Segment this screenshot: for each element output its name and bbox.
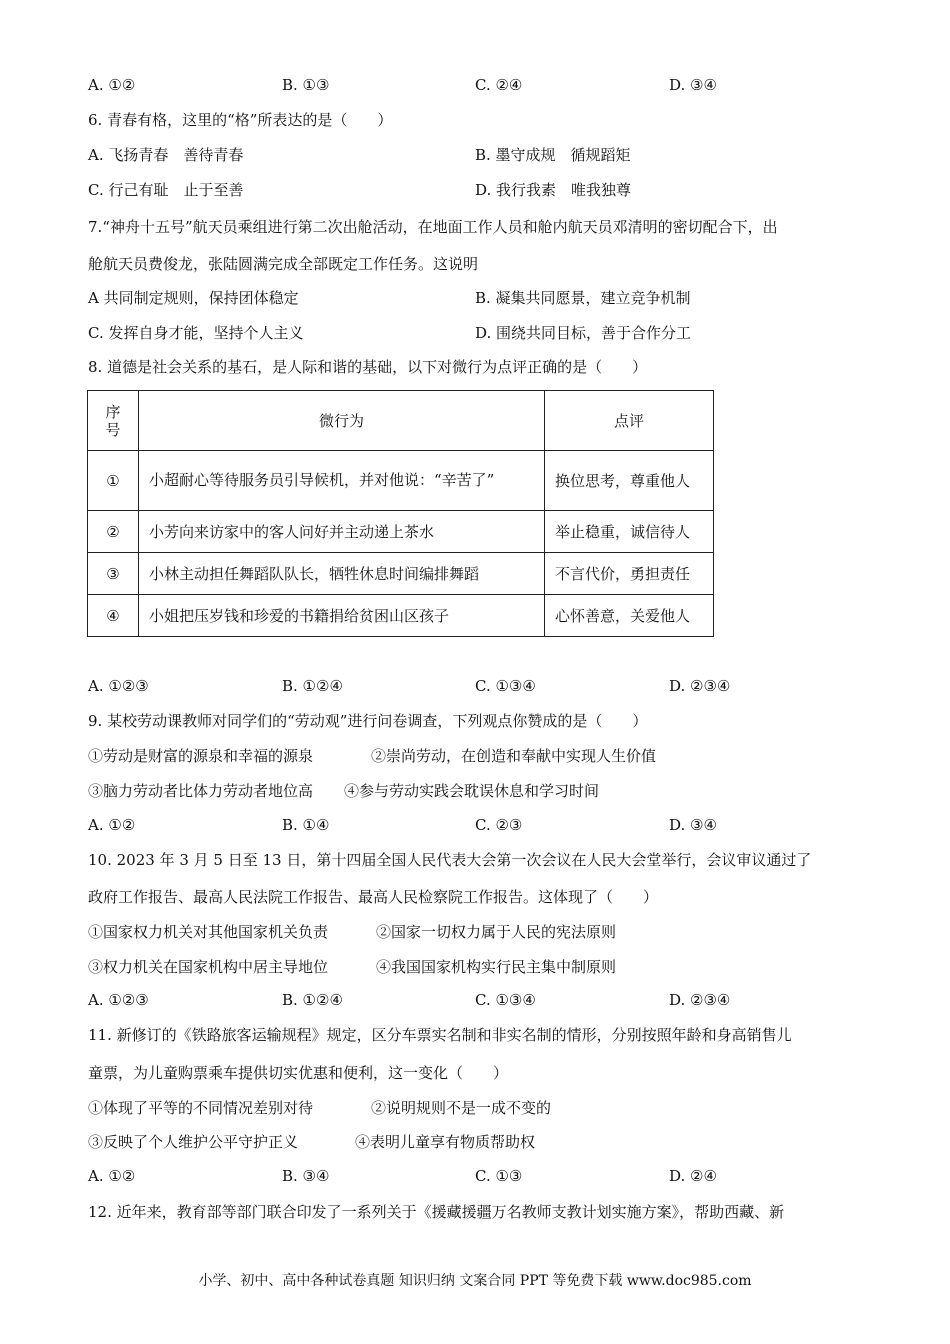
header-comment: 点评: [545, 391, 714, 451]
q6-option-a: A. 飞扬青春 善待青春: [88, 146, 244, 164]
q10-statement-3: ③权力机关在国家机构中居主导地位: [88, 958, 329, 976]
q8-option-d: D. ②③④: [669, 677, 731, 695]
q6-stem: 6. 青春有格，这里的“格”所表达的是（ ）: [88, 111, 393, 129]
q9-option-d: D. ③④: [669, 816, 717, 834]
q7-option-a: A 共同制定规则，保持团体稳定: [88, 289, 299, 307]
q10-statement-4: ④我国国家机构实行民主集中制原则: [376, 958, 617, 976]
q7-options-row2: [88, 323, 878, 343]
q11-option-d: D. ②④: [669, 1167, 717, 1185]
q11-statement-2: ②说明规则不是一成不变的: [371, 1099, 552, 1117]
q8-stem: 8. 道德是社会关系的基石，是人际和谐的基础，以下对微行为点评正确的是（ ）: [88, 358, 648, 376]
q11-statement-3: ③反映了个人维护公平守护正义: [88, 1133, 299, 1151]
q7-option-b: B. 凝集共同愿景，建立竞争机制: [475, 289, 691, 307]
q5-option-b: B. ①③: [282, 76, 330, 94]
q8-option-b: B. ①②④: [282, 677, 343, 695]
row-no: ④: [88, 595, 139, 637]
q11-statements-row2: [88, 1132, 878, 1152]
q6-option-c: C. 行己有耻 止于至善: [88, 181, 244, 199]
q11-statement-1: ①体现了平等的不同情况差别对待: [88, 1099, 314, 1117]
q5-option-d: D. ③④: [669, 76, 717, 94]
q5-options: [88, 75, 878, 95]
row-comment: 换位思考，尊重他人: [545, 451, 714, 511]
q10-statements-row1: [88, 922, 878, 942]
q5-option-c: C. ②④: [475, 76, 523, 94]
q7-option-d: D. 围绕共同目标，善于合作分工: [475, 324, 692, 342]
row-act: 小林主动担任舞蹈队队长，牺牲休息时间编排舞蹈: [139, 553, 545, 595]
q11-option-b: B. ③④: [282, 1167, 330, 1185]
q9-options: [88, 815, 878, 835]
q11-statements-row1: [88, 1098, 878, 1118]
q6-option-b: B. 墨守成规 循规蹈矩: [475, 146, 631, 164]
row-comment: 举止稳重，诚信待人: [545, 511, 714, 553]
row-comment: 不言代价，勇担责任: [545, 553, 714, 595]
q7-option-c: C. 发挥自身才能，坚持个人主义: [88, 324, 304, 342]
q11-statement-4: ④表明儿童享有物质帮助权: [355, 1133, 536, 1151]
table-row: [88, 511, 714, 553]
q6-option-d: D. 我行我素 唯我独尊: [475, 181, 632, 199]
q9-statements-row1: [88, 746, 878, 766]
row-act-text: 小超耐心等待服务员引导候机，并对他说：“辛苦了”: [149, 471, 495, 489]
table-row: [88, 451, 714, 511]
q10-statement-2: ②国家一切权力属于人民的宪法原则: [376, 923, 617, 941]
q10-option-d: D. ②③④: [669, 991, 731, 1009]
row-no: ①: [88, 451, 139, 511]
q9-option-b: B. ①④: [282, 816, 330, 834]
q11-options: [88, 1166, 878, 1186]
q9-statements-row2: [88, 781, 878, 801]
q6-options-row2: [88, 180, 878, 200]
q10-stem-line2: 政府工作报告、最高人民法院工作报告、最高人民检察院工作报告。这体现了（ ）: [88, 888, 659, 906]
row-act: 小姐把压岁钱和珍爱的书籍捐给贫困山区孩子: [139, 595, 545, 637]
q7-options-row1: [88, 288, 878, 308]
q11-option-a: A. ①②: [88, 1167, 136, 1185]
table-row: [88, 595, 714, 637]
q10-options: [88, 990, 878, 1010]
q9-option-a: A. ①②: [88, 816, 136, 834]
q8-options: [88, 676, 878, 696]
row-act: [139, 451, 545, 511]
header-no: [88, 391, 139, 451]
header-no-label: 序号: [105, 402, 121, 439]
q11-stem-line2: 童票，为儿童购票乘车提供切实优惠和便利，这一变化（ ）: [88, 1064, 509, 1082]
q9-statement-1: ①劳动是财富的源泉和幸福的源泉: [88, 747, 314, 765]
q11-stem-line1: 11. 新修订的《铁路旅客运输规程》规定，区分车票实名制和非实名制的情形，分别按照年龄和身高销售儿: [88, 1026, 792, 1044]
q10-option-a: A. ①②③: [88, 991, 149, 1009]
q9-stem: 9. 某校劳动课教师对同学们的“劳动观”进行问卷调查，下列观点你赞成的是（ ）: [88, 712, 648, 730]
q7-stem-line1: 7.“神舟十五号”航天员乘组进行第二次出舱活动，在地面工作人员和舱内航天员邓清明的密切配合下，出: [88, 218, 778, 236]
q10-option-b: B. ①②④: [282, 991, 343, 1009]
page-footer: 小学、初中、高中各种试卷真题 知识归纳 文案合同 PPT 等免费下载 www.doc985.com: [198, 1273, 752, 1289]
header-act: 微行为: [139, 391, 545, 451]
row-no: ③: [88, 553, 139, 595]
table-header-row: [88, 391, 714, 451]
q6-options-row1: [88, 145, 878, 165]
q10-statement-1: ①国家权力机关对其他国家机关负责: [88, 923, 329, 941]
q11-option-c: C. ①③: [475, 1167, 523, 1185]
row-no: ②: [88, 511, 139, 553]
q10-statements-row2: [88, 957, 878, 977]
q5-option-a: A. ①②: [88, 76, 136, 94]
q8-table: [87, 390, 714, 637]
q8-option-a: A. ①②③: [88, 677, 149, 695]
table-row: [88, 553, 714, 595]
q9-option-c: C. ②③: [475, 816, 523, 834]
row-comment: 心怀善意，关爱他人: [545, 595, 714, 637]
q10-option-c: C. ①③④: [475, 991, 536, 1009]
q9-statement-2: ②崇尚劳动，在创造和奉献中实现人生价值: [371, 747, 657, 765]
q9-statement-3: ③脑力劳动者比体力劳动者地位高: [88, 782, 314, 800]
row-act: 小芳向来访家中的客人问好并主动递上茶水: [139, 511, 545, 553]
q7-stem-line2: 舱航天员费俊龙，张陆圆满完成全部既定工作任务。这说明: [88, 255, 479, 273]
q12-stem-line1: 12. 近年来，教育部等部门联合印发了一系列关于《援藏援疆万名教师支教计划实施方案》，帮助西藏、新: [88, 1203, 785, 1221]
q9-statement-4: ④参与劳动实践会耽误休息和学习时间: [344, 782, 600, 800]
q8-option-c: C. ①③④: [475, 677, 536, 695]
q10-stem-line1: 10. 2023 年 3 月 5 日至 13 日，第十四届全国人民代表大会第一次会议在人民大会堂举行，会议审议通过了: [88, 851, 812, 869]
